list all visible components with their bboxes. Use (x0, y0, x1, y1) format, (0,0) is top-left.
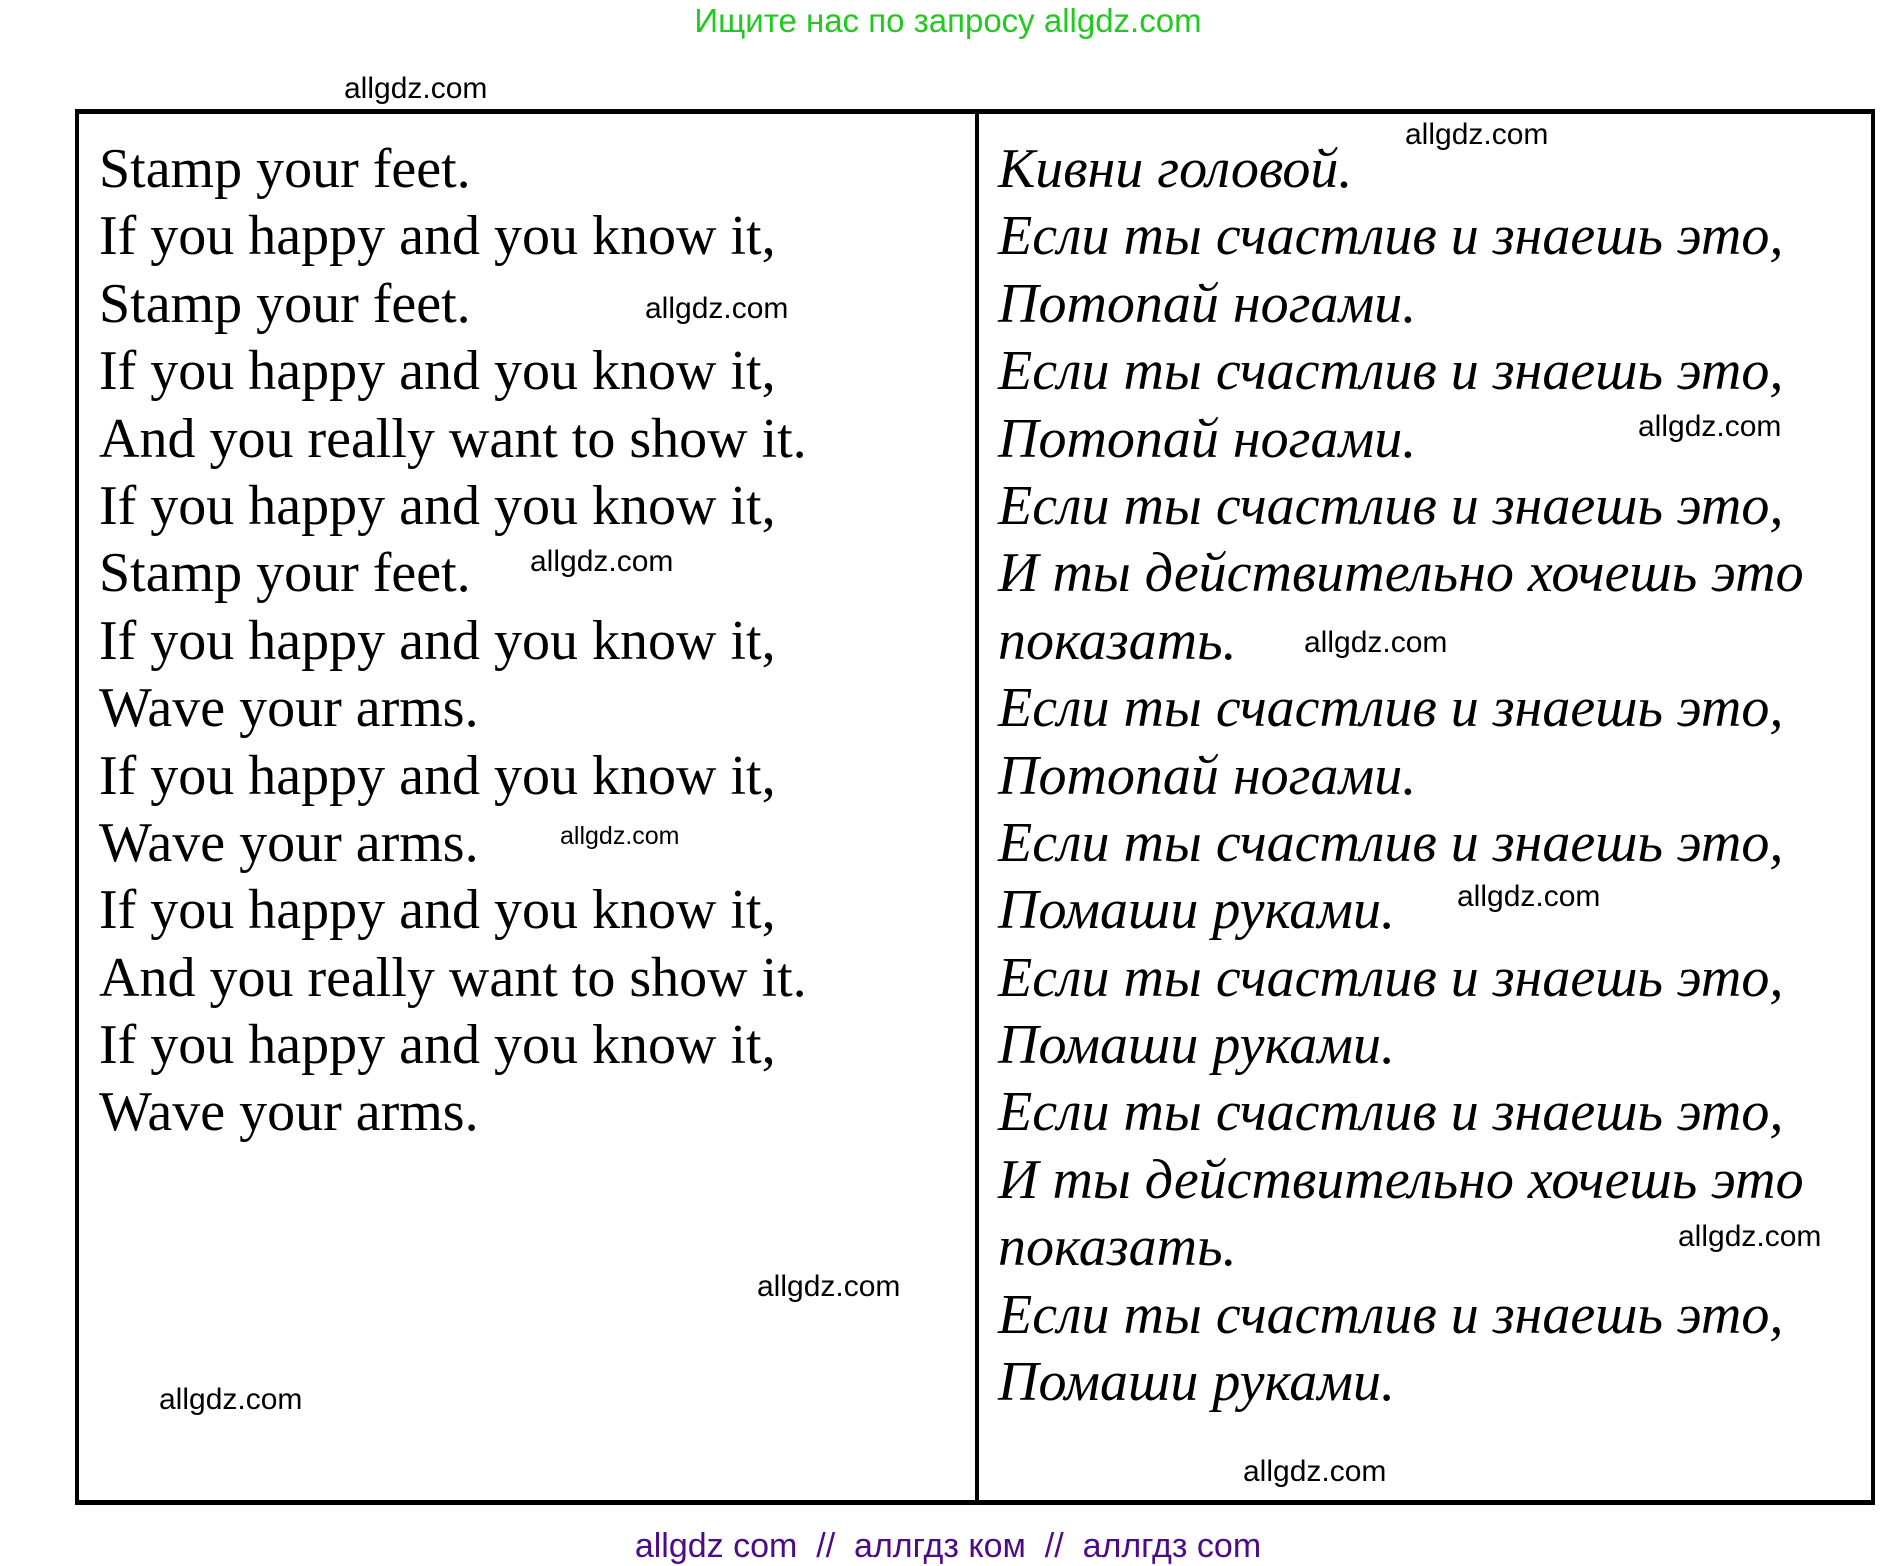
lyric-line: And you really want to show it. (99, 946, 807, 1009)
top-banner[interactable]: Ищите нас по запросу allgdz.com (694, 2, 1202, 39)
watermark: allgdz.com (344, 72, 488, 105)
lyric-line: Stamp your feet. (99, 138, 471, 200)
lyric-line: If you happy and you know it, (99, 340, 776, 403)
lyric-line: Если ты счастлив и знаешь это, (998, 946, 1784, 1009)
lyric-line: Потопай ногами. (998, 744, 1417, 807)
lyric-line: If you happy and you know it, (99, 1014, 776, 1077)
watermark: allgdz.com (1457, 880, 1601, 913)
lyric-line: показать. (998, 609, 1237, 672)
lyric-line: Потопай ногами. (998, 407, 1417, 470)
watermark: allgdz.com (1243, 1455, 1387, 1488)
watermark: allgdz.com (159, 1383, 303, 1416)
lyric-line: Помаши руками. (998, 1014, 1395, 1077)
lyric-line: Если ты счастлив и знаешь это, (998, 811, 1784, 874)
lyric-line: Потопай ногами. (998, 272, 1417, 335)
watermark: allgdz.com (1304, 626, 1448, 659)
lyric-line: Stamp your feet. (99, 542, 471, 605)
watermark: allgdz.com (560, 822, 680, 850)
watermark: allgdz.com (757, 1270, 901, 1303)
lyric-line: If you happy and you know it, (99, 609, 776, 672)
lyric-line: Если ты счастлив и знаешь это, (998, 474, 1784, 537)
footer-links[interactable]: allgdz com // аллгдз ком // аллгдз com (634, 1527, 1262, 1565)
lyric-line: Stamp your feet. (99, 272, 471, 335)
column-divider (975, 109, 979, 1505)
watermark: allgdz.com (1638, 410, 1782, 443)
lyric-line: Помаши руками. (998, 1351, 1395, 1414)
lyric-line: Если ты счастлив и знаешь это, (998, 205, 1784, 268)
lyric-line: Кивни головой. (998, 138, 1353, 200)
lyric-line: Если ты счастлив и знаешь это, (998, 340, 1784, 403)
watermark: allgdz.com (530, 545, 674, 578)
watermark: allgdz.com (645, 292, 789, 325)
lyric-line: показать. (998, 1216, 1237, 1279)
lyric-line: If you happy and you know it, (99, 205, 776, 268)
english-lyrics (99, 136, 807, 1147)
lyric-line: If you happy and you know it, (99, 474, 776, 537)
lyric-line: Если ты счастлив и знаешь это, (998, 1081, 1784, 1144)
lyric-line: And you really want to show it. (99, 407, 807, 470)
lyric-line: Если ты счастлив и знаешь это, (998, 677, 1784, 740)
lyric-line: И ты действительно хочешь это (998, 542, 1804, 605)
watermark: allgdz.com (1405, 118, 1549, 151)
lyric-line: Wave your arms. (99, 1081, 479, 1144)
lyric-line: Если ты счастлив и знаешь это, (998, 1283, 1784, 1346)
watermark: allgdz.com (1678, 1220, 1822, 1253)
lyric-line: If you happy and you know it, (99, 879, 776, 942)
lyric-line: If you happy and you know it, (99, 744, 776, 807)
lyric-line: Wave your arms. (99, 811, 479, 874)
lyric-line: Wave your arms. (99, 677, 479, 740)
lyric-line: И ты действительно хочешь это (998, 1148, 1804, 1211)
lyric-line: Помаши руками. (998, 879, 1395, 942)
